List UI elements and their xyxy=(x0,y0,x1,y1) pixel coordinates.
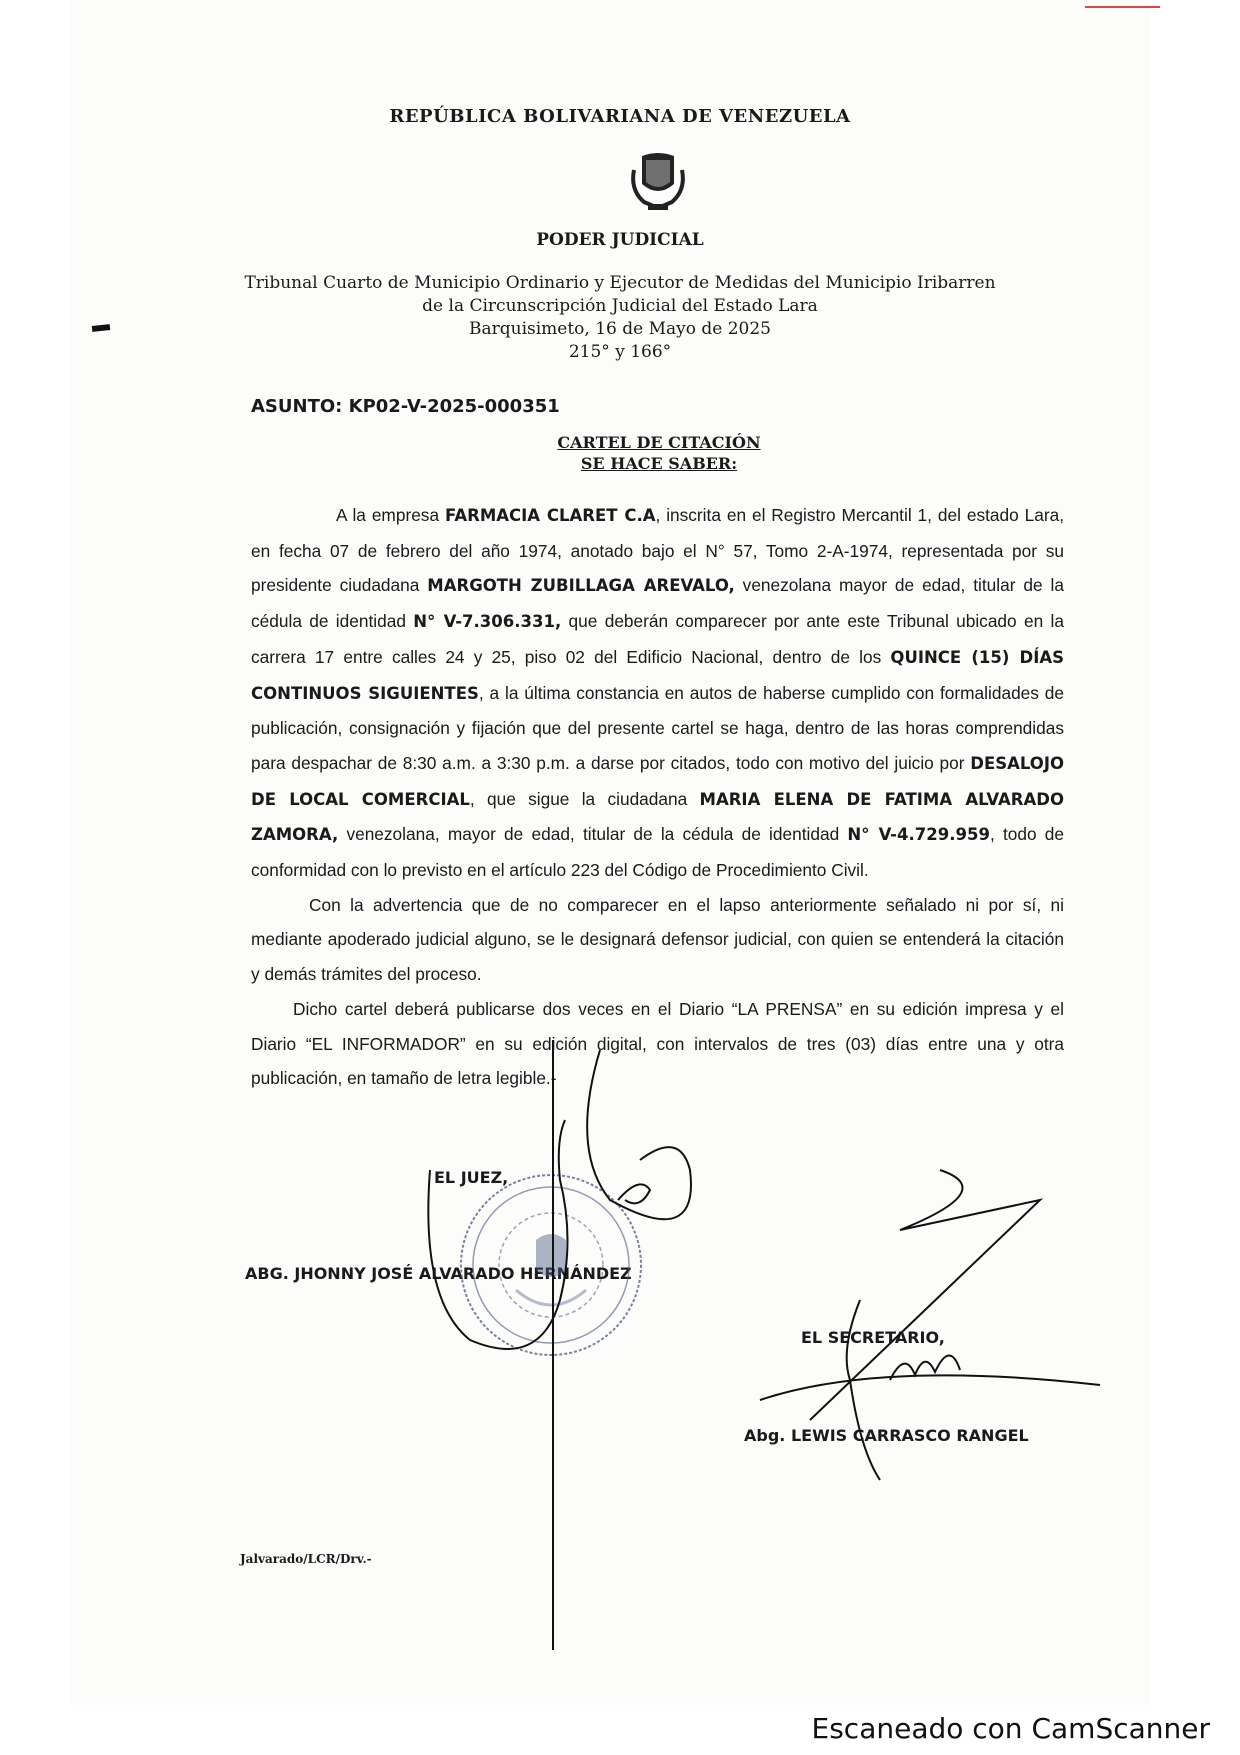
company-name: FARMACIA CLARET C.A xyxy=(444,506,656,525)
text: , todo de conformidad con lo previsto en el artículo 223 del Código de Procedimiento Civil. xyxy=(251,824,1065,881)
place-date: Barquisimeto, 16 de Mayo de 2025 xyxy=(468,319,771,339)
id-number-2: N° V-4.729.959 xyxy=(847,825,990,845)
paragraph-3: Dicho cartel deberá publicarse dos veces en el Diario “LA PRENSA” en su edición impresa y el Diario “EL INFORMADOR” en su edición digital, con intervalos de tres (03) días entre una y otra publicación, en tamaño de letra legible.- xyxy=(251,998,1064,1089)
years-line: 215° y 166° xyxy=(568,342,672,362)
title-line2: SE HACE SABER: xyxy=(580,454,738,473)
camscanner-watermark: Escaneado con CamScanner xyxy=(811,1712,1210,1745)
case-motive: DESALOJO DE LOCAL COMERCIAL xyxy=(251,753,1064,809)
deadline: QUINCE (15) DÍAS CONTINUOS SIGUIENTES xyxy=(251,647,1064,703)
court-name-line2: de la Circunscripción Judicial del Estado Lara xyxy=(422,296,818,316)
text: , inscrita en el Registro Mercantil 1, del estado Lara, en fecha 07 de febrero del año 1974, anotado bajo el N° 57, Tomo 2-A-1974, representada por su presidente ciudadana xyxy=(251,505,1065,596)
court-seal-stamp xyxy=(456,1170,646,1360)
coat-of-arms-icon xyxy=(628,150,688,214)
court-block xyxy=(0,272,1240,364)
document-body xyxy=(251,498,1064,1096)
title-line1: CARTEL DE CITACIÓN xyxy=(557,433,761,452)
plaintiff-name: MARIA ELENA DE FATIMA ALVARADO ZAMORA, xyxy=(251,789,1064,845)
judge-name: ABG. JHONNY JOSÉ ALVARADO HERNÁNDEZ xyxy=(245,1264,632,1283)
secretary-title: EL SECRETARIO, xyxy=(801,1328,945,1347)
text: venezolana mayor de edad, titular de la cédula de identidad xyxy=(251,575,1064,632)
case-number: ASUNTO: KP02-V-2025-000351 xyxy=(251,396,560,417)
text: A la empresa xyxy=(336,505,445,525)
country-heading: REPÚBLICA BOLIVARIANA DE VENEZUELA xyxy=(389,106,851,127)
judge-title: EL JUEZ, xyxy=(434,1168,509,1187)
secretary-name: Abg. LEWIS CARRASCO RANGEL xyxy=(744,1426,1029,1445)
initials-footer: Jalvarado/LCR/Drv.- xyxy=(240,1552,372,1566)
text: , a la última constancia en autos de haberse cumplido con formalidades de publicación, consignación y fijación que del presente cartel se haga, dentro de las horas comprendidas para despachar de 8:30 a.m. a 3:30 p.m. a darse por citados, todo con motivo del juicio por xyxy=(251,682,1065,773)
document-title xyxy=(550,432,768,474)
text: venezolana, mayor de edad, titular de la cédula de identidad xyxy=(338,824,848,845)
paragraph-1 xyxy=(251,498,1064,888)
text: , que sigue la ciudadana xyxy=(469,788,700,809)
court-name-line1: Tribunal Cuarto de Municipio Ordinario y Ejecutor de Medidas del Municipio Iribarren xyxy=(244,273,996,293)
branch-heading: PODER JUDICIAL xyxy=(536,230,704,250)
text: que deberán comparecer por ante este Tribunal ubicado en la carrera 17 entre calles 24 y 25, piso 02 del Edificio Nacional, dentro de los xyxy=(251,611,1064,667)
id-number-1: N° V-7.306.331, xyxy=(413,612,562,632)
scan-artifact-line xyxy=(1085,6,1160,8)
paragraph-2: Con la advertencia que de no comparecer en el lapso anteriormente señalado ni por sí, ni mediante apoderado judicial alguno, se le designará defensor judicial, con quien se entenderá la citación y demás trámites del proceso. xyxy=(251,894,1064,985)
president-name: MARGOTH ZUBILLAGA AREVALO, xyxy=(427,576,735,596)
